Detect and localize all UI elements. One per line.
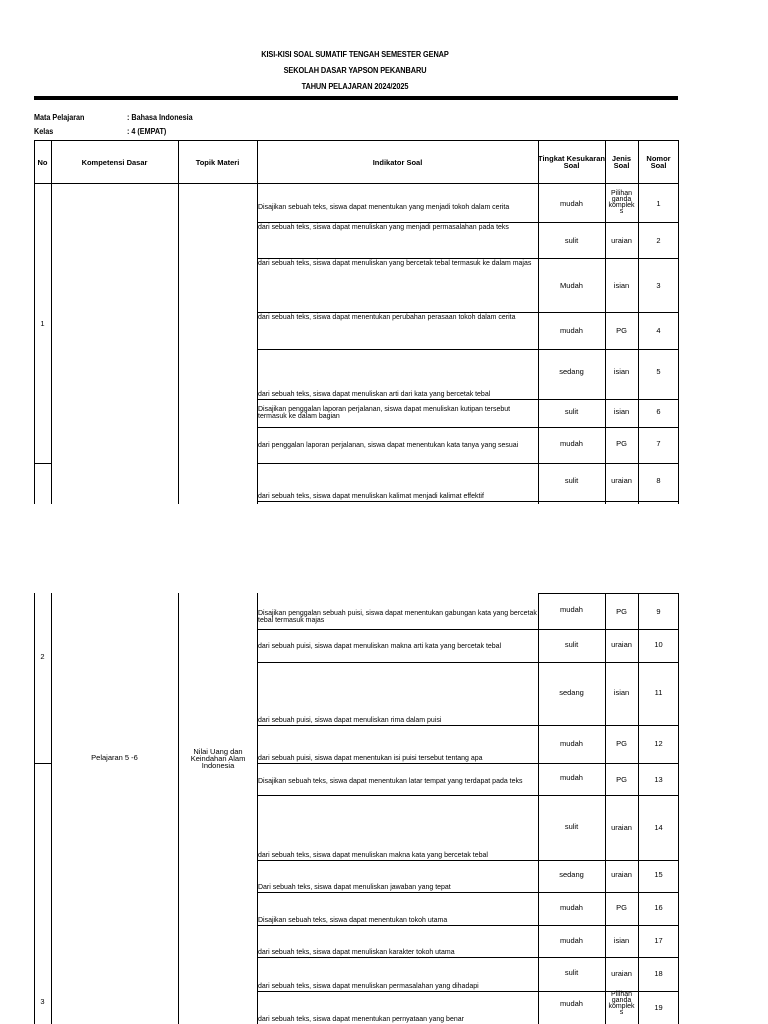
table-row-tingkat: mudah bbox=[560, 438, 583, 448]
table-row-indikator: dari sebuah teks, siswa dapat menuliskan kalimat menjadi kalimat effektif bbox=[258, 491, 484, 500]
table-row-jenis: uraian bbox=[611, 968, 632, 978]
row-line bbox=[34, 463, 51, 464]
table-row-indikator: Disajikan sebuah teks, siswa dapat menentukan tokoh utama bbox=[258, 915, 448, 924]
table-row-indikator: dari sebuah teks, siswa dapat menentukan perubahan perasaan tokoh dalam cerita bbox=[258, 312, 516, 321]
table-row-jenis: uraian bbox=[611, 235, 632, 245]
school-name: SEKOLAH DASAR YAPSON PEKANBARU bbox=[283, 66, 427, 75]
table-row-jenis: PG bbox=[616, 774, 627, 784]
class-label: Kelas bbox=[34, 127, 54, 136]
table-row-indikator: dari sebuah teks, siswa dapat menuliskan makna kata yang bercetak tebal bbox=[258, 850, 488, 859]
group-number: 1 bbox=[40, 319, 45, 328]
table-row-tingkat: sedang bbox=[559, 687, 584, 697]
table-row-indikator: dari sebuah puisi, siswa dapat menuliskan rima dalam puisi bbox=[258, 715, 442, 724]
table-row-indikator: Dari sebuah teks, siswa dapat menuliskan jawaban yang tepat bbox=[258, 882, 451, 891]
table-row-tingkat: sulit bbox=[564, 967, 579, 977]
table-row-nomor: 2 bbox=[656, 235, 661, 245]
table-row-jenis: uraian bbox=[611, 869, 632, 879]
subject-value: : Bahasa Indonesia bbox=[127, 113, 193, 122]
table-row-tingkat: sulit bbox=[564, 475, 579, 485]
table-row-nomor: 8 bbox=[656, 475, 661, 485]
table-row-tingkat: sedang bbox=[559, 869, 584, 879]
table-row-indikator: dari sebuah teks, siswa dapat menentukan pernyataan yang benar bbox=[258, 1014, 464, 1023]
col-line bbox=[51, 593, 52, 1024]
table-row-nomor: 14 bbox=[654, 823, 663, 832]
table-row-tingkat: mudah bbox=[560, 198, 583, 208]
table-row-tingkat: sedang bbox=[559, 367, 584, 376]
table-row-tingkat: sulit bbox=[564, 406, 579, 416]
header-tingkat-kesukaran: Tingkat Kesukaran Soal bbox=[538, 154, 605, 170]
table-row-jenis: PG bbox=[616, 738, 627, 748]
group-number: 2 bbox=[40, 652, 45, 661]
table-row-jenis: isian bbox=[613, 367, 630, 376]
header-jenis-soal: Jenis Soal bbox=[611, 154, 632, 170]
header-rule bbox=[34, 96, 678, 100]
table-row-jenis: PG bbox=[616, 438, 627, 448]
table-row-indikator: dari sebuah teks, siswa dapat menuliskan karakter tokoh utama bbox=[258, 947, 455, 956]
table-row-indikator: Disajikan penggalan sebuah puisi, siswa dapat menentukan gabungan kata yang bercetak tebal termasuk majas bbox=[258, 608, 537, 624]
row-line bbox=[34, 763, 51, 764]
table-row-nomor: 5 bbox=[656, 367, 661, 376]
table-row-indikator: dari sebuah teks, siswa dapat menuliskan permasalahan yang dihadapi bbox=[258, 981, 479, 990]
table-row-indikator: dari sebuah teks, siswa dapat menuliskan arti dari kata yang bercetak tebal bbox=[258, 389, 491, 398]
table-row-tingkat: sulit bbox=[564, 821, 579, 831]
header-kompetensi-dasar: Kompetensi Dasar bbox=[81, 157, 148, 167]
table-row-nomor: 9 bbox=[656, 606, 661, 616]
table-row-nomor: 7 bbox=[656, 438, 661, 448]
table-row-jenis: PG bbox=[616, 606, 627, 616]
topik-materi-value: Nilai Uang dan Keindahan Alam Indonesia bbox=[190, 746, 246, 770]
table-row-indikator: dari penggalan laporan perjalanan, siswa dapat menentukan kata tanya yang sesuai bbox=[258, 440, 519, 449]
header-indikator-soal: Indikator Soal bbox=[372, 157, 423, 167]
table-row-nomor: 4 bbox=[656, 326, 661, 335]
table-row-nomor: 3 bbox=[656, 280, 661, 290]
table-row-tingkat: mudah bbox=[560, 738, 583, 748]
table-row-tingkat: mudah bbox=[560, 772, 583, 782]
table-row-jenis: uraian bbox=[611, 475, 632, 485]
table-row-nomor: 18 bbox=[654, 968, 663, 978]
table-row-nomor: 6 bbox=[656, 406, 661, 416]
table-row-nomor: 10 bbox=[654, 639, 663, 649]
table-row-tingkat: sulit bbox=[564, 235, 579, 245]
header-topik-materi: Topik Materi bbox=[195, 157, 240, 167]
table-row-indikator: Disajikan sebuah teks, siswa dapat menentukan latar tempat yang terdapat pada teks bbox=[258, 776, 523, 785]
table-row-nomor: 1 bbox=[656, 198, 661, 208]
table-row-jenis: PG bbox=[616, 902, 627, 912]
group-number: 3 bbox=[40, 996, 45, 1006]
table-row-tingkat: mudah bbox=[560, 935, 583, 945]
table-row-indikator: Disajikan sebuah teks, siswa dapat menentukan yang menjadi tokoh dalam cerita bbox=[258, 202, 510, 211]
table-row-jenis: isian bbox=[613, 935, 630, 945]
table-row-nomor: 17 bbox=[654, 935, 663, 945]
table-row-jenis: Pilihan ganda komplek s bbox=[608, 190, 635, 215]
table-row-tingkat: sulit bbox=[564, 639, 579, 649]
table-row-jenis: isian bbox=[613, 687, 630, 697]
table-row-jenis: Pilihan ganda komplek s bbox=[608, 991, 635, 1016]
col-line bbox=[51, 140, 52, 504]
col-line bbox=[178, 593, 179, 1024]
header-no: No bbox=[37, 157, 48, 167]
academic-year: TAHUN PELAJARAN 2024/2025 bbox=[301, 82, 409, 91]
table-row-indikator: Disajikan penggalan laporan perjalanan, siswa dapat menuliskan kutipan tersebut termasuk ke dalam bagian bbox=[258, 404, 511, 420]
table-row-jenis: uraian bbox=[611, 823, 632, 832]
class-value: : 4 (EMPAT) bbox=[127, 127, 167, 136]
header-nomor-soal: Nomor Soal bbox=[646, 154, 671, 170]
table-row-nomor: 15 bbox=[654, 869, 663, 879]
table-row-tingkat: mudah bbox=[560, 604, 583, 614]
table-row-indikator: dari sebuah puisi, siswa dapat menuliskan makna arti kata yang bercetak tebal bbox=[258, 641, 502, 650]
table-row-indikator: dari sebuah teks, siswa dapat menuliskan yang menjadi permasalahan pada teks bbox=[258, 222, 509, 231]
table-row-nomor: 12 bbox=[654, 738, 663, 748]
row-line bbox=[257, 501, 678, 502]
table-row-jenis: isian bbox=[613, 406, 630, 416]
table-row-nomor: 11 bbox=[654, 687, 663, 697]
table-row-tingkat: mudah bbox=[560, 902, 583, 912]
table-row-nomor: 13 bbox=[654, 774, 663, 784]
table-row-tingkat: Mudah bbox=[560, 280, 583, 290]
table-row-nomor: 16 bbox=[654, 902, 663, 912]
kompetensi-dasar-value: Pelajaran 5 -6 bbox=[91, 752, 138, 762]
table-row-tingkat: mudah bbox=[560, 326, 583, 335]
subject-label: Mata Pelajaran bbox=[34, 113, 85, 122]
table-row-jenis: PG bbox=[616, 326, 627, 335]
table-row-indikator: dari sebuah puisi, siswa dapat menentukan isi puisi tersebut tentang apa bbox=[258, 753, 483, 762]
col-line bbox=[178, 140, 179, 504]
table-row-tingkat: mudah bbox=[560, 998, 583, 1008]
table-row-nomor: 19 bbox=[654, 1003, 663, 1012]
table-row-jenis: uraian bbox=[611, 639, 632, 649]
table-row-jenis: isian bbox=[613, 280, 630, 290]
table-row-indikator: dari sebuah teks, siswa dapat menuliskan yang bercetak tebal termasuk ke dalam majas bbox=[258, 258, 532, 267]
document-title: KISI-KISI SOAL SUMATIF TENGAH SEMESTER GENAP bbox=[261, 50, 449, 59]
